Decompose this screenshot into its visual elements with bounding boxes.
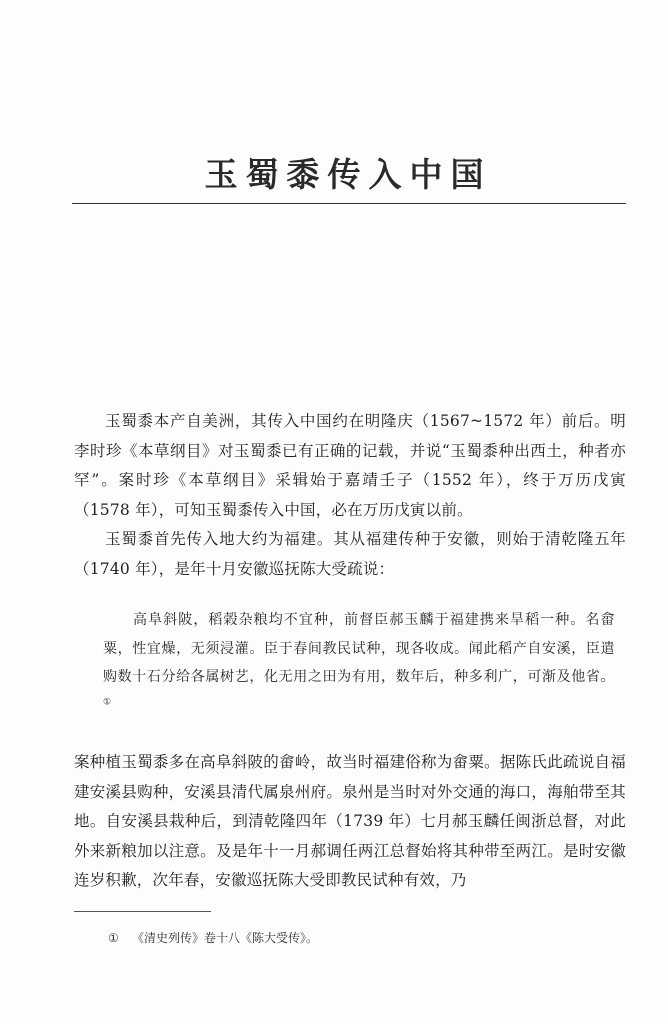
footnote <box>108 929 318 947</box>
body-section-1 <box>74 407 626 584</box>
footnote-number: ① <box>108 931 119 945</box>
footnote-text: 《清史列传》卷十八《陈大受传》。 <box>132 931 319 945</box>
chapter-title: 玉蜀黍传入中国 <box>204 155 492 194</box>
paragraph-analysis: 案种植玉蜀黍多在高阜斜陂的畲岭，故当时福建俗称为畲粟。据陈氏此疏说自福建安溪县购种，安溪县清代属泉州府。泉州是当时对外交通的海口，海舶带至其地。自安溪县栽种后，到清乾隆四年（1739 年）七月郝玉麟任闽浙总督，对此外来新粮加以注意。及是年十一月郝调任两江总督始将其种带至两江。是时安徽连岁积歉，次年春，安徽巡抚陈大受即教民试种有效，乃 <box>74 753 626 889</box>
title-underline <box>72 203 626 204</box>
paragraph-spread: 玉蜀黍首先传入地大约为福建。其从福建传种于安徽，则始于清乾隆五年（1740 年），是年十月安徽巡抚陈大受疏说： <box>74 530 626 578</box>
quote-text-block <box>103 606 615 720</box>
body-section-2 <box>74 748 626 896</box>
quoted-memorial <box>103 606 615 720</box>
footnote-divider <box>74 911 211 912</box>
quote-text: 高阜斜陂，稻榖杂粮均不宜种，前督臣郝玉麟于福建携来旱稻一种。名畲粟，性宜燥，无须浸灌。臣于春间教民试种，现各收成。闻此稻产自安溪，臣遣购数十石分给各属树艺，化无用之田为有用，数年后，种多利广，可渐及他省。 <box>103 612 615 685</box>
paragraph-origin: 玉蜀黍本产自美洲，其传入中国约在明隆庆（1567~1572 年）前后。明李时珍《本草纲目》对玉蜀黍已有正确的记载，并说“玉蜀黍种出西土，种者亦罕”。案时珍《本草纲目》采辑始于嘉靖壬子（1552 年），终于万历戊寅（1578 年），可知玉蜀黍传入中国，必在万历戊寅以前。 <box>74 412 626 519</box>
footnote-reference: ① <box>103 696 112 707</box>
